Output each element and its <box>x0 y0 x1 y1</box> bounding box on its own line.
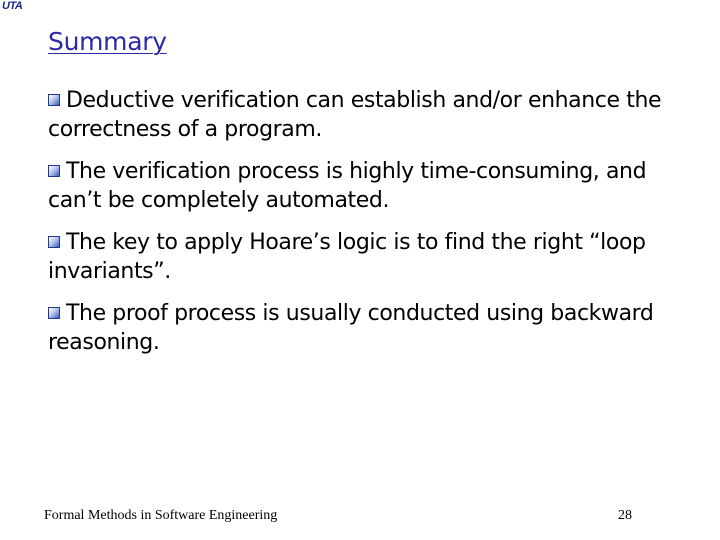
bullet-text: The proof process is usually conducted using backward reasoning. <box>48 301 654 355</box>
checkbox-bullet-icon <box>48 94 60 106</box>
checkbox-bullet-icon <box>48 236 60 248</box>
bullet-item <box>48 86 688 144</box>
bullet-text: The verification process is highly time-consuming, and can’t be completely automated. <box>48 159 647 213</box>
bullet-item <box>48 157 688 215</box>
uta-logo: UTA <box>2 0 23 12</box>
slide-title: Summary <box>48 27 167 56</box>
bullet-item <box>48 228 688 286</box>
footer-course-title: Formal Methods in Software Engineering <box>44 508 278 523</box>
bullet-list <box>48 86 688 370</box>
bullet-item <box>48 299 688 357</box>
checkbox-bullet-icon <box>48 165 60 177</box>
checkbox-bullet-icon <box>48 307 60 319</box>
bullet-text: The key to apply Hoare’s logic is to find the right “loop invariants”. <box>48 230 646 284</box>
page-number: 28 <box>618 508 632 523</box>
bullet-text: Deductive verification can establish and/or enhance the correctness of a program. <box>48 88 662 142</box>
